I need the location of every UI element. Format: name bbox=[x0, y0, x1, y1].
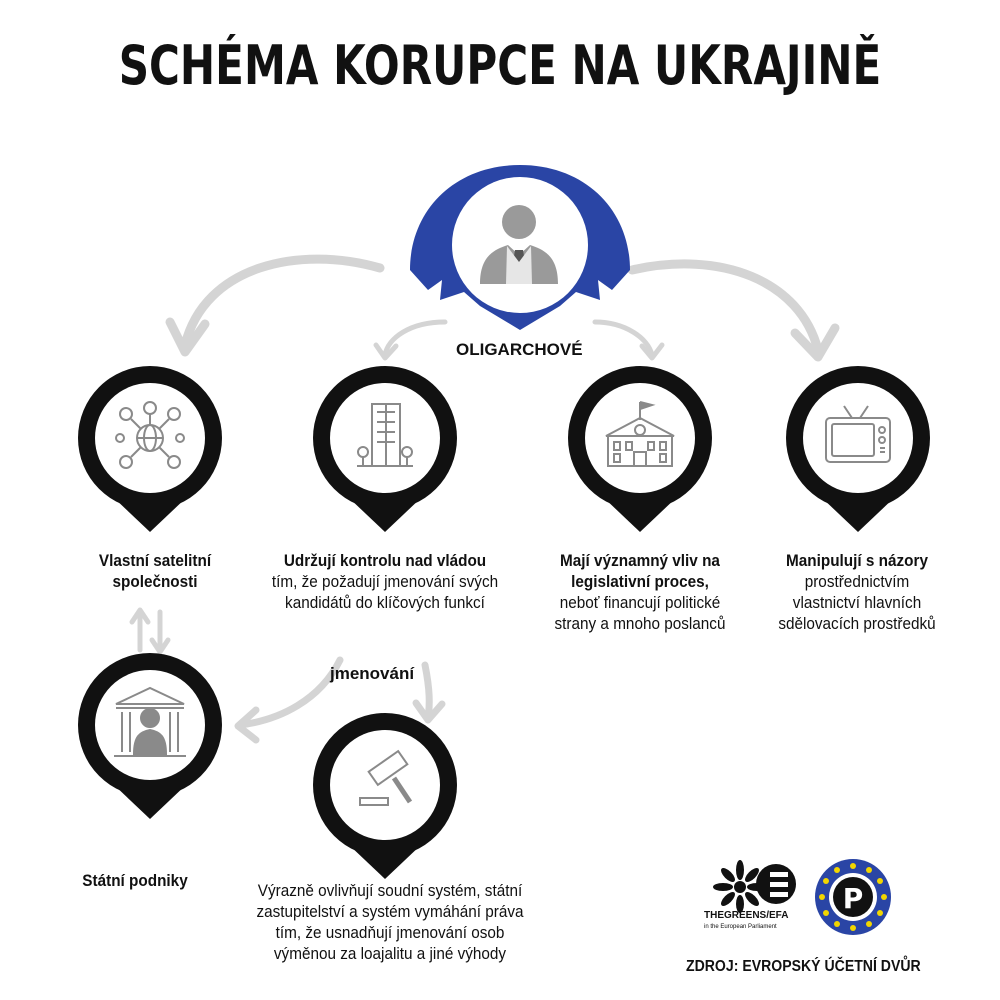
oligarch-badge bbox=[410, 165, 630, 330]
node-bold: Státní podniky bbox=[82, 871, 188, 890]
node-label-soudy bbox=[251, 880, 530, 964]
flow-arrows bbox=[132, 259, 835, 740]
greens-logo-subtext: in the European Parliament bbox=[704, 924, 777, 930]
marker-podniky bbox=[78, 653, 222, 819]
greens-logo-text: THEGREENS/EFA bbox=[704, 910, 789, 921]
marker-vlada bbox=[313, 366, 457, 532]
badge-circle bbox=[452, 177, 588, 313]
node-label-legislativa bbox=[541, 550, 739, 634]
node-label-satelitni bbox=[65, 550, 245, 592]
arrow-to-nazory bbox=[632, 264, 818, 350]
node-text: Výrazně ovlivňují soudní systém, státní zastupitelství a systém vymáhání práva tím, že usnadňují jmenování osob výměnou za loajalitu a jiné výhody bbox=[256, 881, 524, 963]
pirate-party-logo bbox=[815, 859, 891, 935]
source-note: ZDROJ: EVROPSKÝ ÚČETNÍ DVŮR bbox=[686, 958, 921, 975]
node-text: neboť financují politické strany a mnoho poslanců bbox=[554, 593, 726, 633]
arrow-to-satelitni bbox=[185, 259, 380, 345]
node-label-nazory bbox=[772, 550, 943, 634]
arrow-to-soudy bbox=[425, 665, 429, 718]
marker-soudy bbox=[313, 713, 457, 879]
greens-efa-logo bbox=[704, 860, 796, 930]
node-text: prostřednictvím vlastnictví hlavních sdělovacích prostředků bbox=[778, 572, 936, 633]
node-label-podniky bbox=[59, 870, 212, 891]
edge-label-jmenovani: jmenování bbox=[330, 664, 415, 683]
node-text: tím, že požadují jmenování svých kandidátů do klíčových funkcí bbox=[271, 572, 499, 612]
pirate-logo-letter: P bbox=[842, 882, 864, 915]
node-bold: Manipulují s názory bbox=[786, 551, 928, 570]
marker-legislativa bbox=[568, 366, 712, 532]
marker-satelitni bbox=[78, 366, 222, 532]
marker-nazory bbox=[786, 366, 930, 532]
node-label-vlada bbox=[259, 550, 511, 613]
page-title: SCHÉMA KORUPCE NA UKRAJINĚ bbox=[118, 34, 882, 97]
node-bold: Mají významný vliv na legislativní proces, bbox=[560, 551, 720, 591]
center-label: OLIGARCHOVÉ bbox=[456, 340, 583, 359]
node-bold: Udržují kontrolu nad vládou bbox=[283, 551, 487, 570]
node-bold: Vlastní satelitní společnosti bbox=[98, 551, 212, 591]
